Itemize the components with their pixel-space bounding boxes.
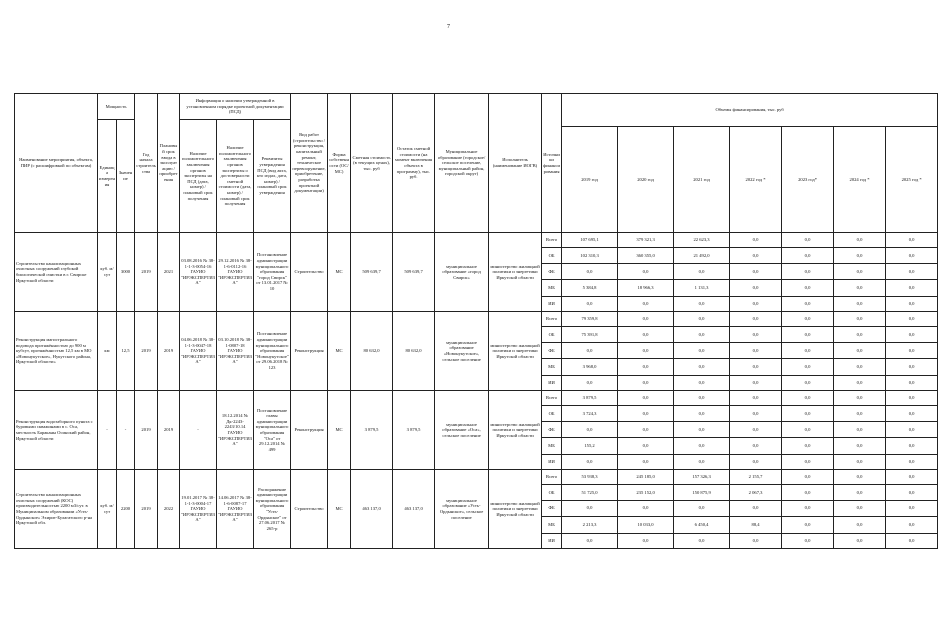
row-funding-value: 0,0 <box>562 296 618 311</box>
row-psd-estimate: 03.10.2018 № 38-1-0807-18 ГАУИО "ИРЭКСПЕРТИЗА" <box>217 312 254 391</box>
row-funding-value: 0,0 <box>730 359 782 376</box>
row-funding-value: 155,2 <box>562 438 618 455</box>
header-year: 2024 год * <box>834 126 886 232</box>
row-funding-value: 0,0 <box>886 485 938 500</box>
row-funding-value: 0,0 <box>562 375 618 390</box>
row-funding-value: 102 310,3 <box>562 248 618 263</box>
row-funding-value: 0,0 <box>782 421 834 438</box>
header-funding-volume: Объемы финансирования, тыс. руб <box>562 94 938 127</box>
row-funding-value: 0,0 <box>782 233 834 248</box>
row-funding-value: 3 879,5 <box>562 390 618 405</box>
row-funding-value: 0,0 <box>886 312 938 327</box>
row-ownership: МС <box>328 233 351 312</box>
row-source: ОБ <box>542 327 562 342</box>
row-funding-value: 0,0 <box>562 500 618 517</box>
row-funding-value: 0,0 <box>886 296 938 311</box>
row-funding-value: 22 623,3 <box>674 233 730 248</box>
row-funding-value: 3 724,3 <box>562 406 618 421</box>
row-funding-value: 0,0 <box>834 296 886 311</box>
row-funding-value: 0,0 <box>782 327 834 342</box>
row-funding-value: 0,0 <box>782 263 834 280</box>
row-funding-value: 10 033,0 <box>618 517 674 534</box>
row-funding-value: 0,0 <box>886 500 938 517</box>
table-body <box>15 233 938 549</box>
row-funding-value: 6 450,4 <box>674 517 730 534</box>
row-funding-value: 0,0 <box>618 390 674 405</box>
row-funding-value: 0,0 <box>562 342 618 359</box>
header-est-cost: Сметная стоимость (в текущих ценах), тыс. руб <box>351 94 393 233</box>
row-executor: министерство жилищной политики и энергетики Иркутской области <box>489 312 542 391</box>
row-funding-value: 0,0 <box>782 312 834 327</box>
row-psd-positive: 19.01.2017 № 38-1-1-3-0004-17 ГАУИО "ИРЭКСПЕРТИЗА" <box>180 469 217 548</box>
row-funding-value: 0,0 <box>618 533 674 548</box>
row-funding-value: 0,0 <box>674 296 730 311</box>
row-psd-estimate: 29.12.2016 № 38-1-6-0112-16 ГАУИО "ИРЭКСПЕРТИЗА" <box>217 233 254 312</box>
row-funding-value: 150 875,9 <box>674 485 730 500</box>
row-funding-value: 0,0 <box>618 500 674 517</box>
row-municipality: муниципальное образование «Новонукутское», сельское поселение <box>435 312 489 391</box>
row-source: ИИ <box>542 296 562 311</box>
row-source: МБ <box>542 438 562 455</box>
row-funding-value: 0,0 <box>834 280 886 297</box>
row-start-year: 2019 <box>135 312 158 391</box>
row-psd-requisites: Постановление администрации муниципального образования "Новонукутское" от 29.06.2018 № 123 <box>254 312 291 391</box>
row-est-cost: 509 639,7 <box>351 233 393 312</box>
row-funding-value: 0,0 <box>618 296 674 311</box>
row-funding-value: 0,0 <box>618 312 674 327</box>
row-funding-value: 0,0 <box>834 406 886 421</box>
row-source: Всего <box>542 312 562 327</box>
row-funding-value: 0,0 <box>782 438 834 455</box>
row-psd-positive: - <box>180 390 217 469</box>
row-funding-value: 0,0 <box>674 390 730 405</box>
row-funding-value: 0,0 <box>834 342 886 359</box>
header-sources: Источники финансирования <box>542 94 562 233</box>
row-est-cost: 3 879,5 <box>351 390 393 469</box>
row-funding-value: 0,0 <box>674 406 730 421</box>
row-ownership: МС <box>328 390 351 469</box>
row-start-year: 2019 <box>135 233 158 312</box>
row-funding-value: 0,0 <box>834 390 886 405</box>
row-executor: министерство жилищной политики и энергетики Иркутской области <box>489 390 542 469</box>
header-name: Наименование мероприятия, объекта, ПИР (с расшифровкой по объектам) <box>15 94 98 233</box>
row-funding-value: 79 359,8 <box>562 312 618 327</box>
row-plan-year: 2022 <box>158 469 180 548</box>
header-executor: Исполнитель (наименование ИОГВ) <box>489 94 542 233</box>
header-capacity: Мощность <box>98 94 135 120</box>
row-funding-value: 0,0 <box>618 406 674 421</box>
row-source: МБ <box>542 359 562 376</box>
row-funding-value: 0,0 <box>886 248 938 263</box>
row-funding-value: 0,0 <box>674 454 730 469</box>
row-unit: куб. м/сут <box>98 233 117 312</box>
row-funding-value: 0,0 <box>674 375 730 390</box>
row-executor: министерство жилищной политики и энергетики Иркутской области <box>489 469 542 548</box>
row-funding-value: 0,0 <box>618 327 674 342</box>
row-funding-value: 0,0 <box>834 312 886 327</box>
row-funding-value: 0,0 <box>674 312 730 327</box>
row-name: Строительство канализационных очистных сооружений (КОС) производительностью 2200 м3/сут. в Муниципальном образовании «Усть-Ордынское» Эхирит-Булагатского р-на Иркутской обл. <box>15 469 98 548</box>
header-year: 2022 год * <box>730 126 782 232</box>
row-funding-value: 75 391,8 <box>562 327 618 342</box>
row-psd-positive: 03.08.2016 № 38-1-1-3-0054-16 ГАУИО "ИРЭКСПЕРТИЗА" <box>180 233 217 312</box>
row-funding-value: 0,0 <box>618 421 674 438</box>
row-psd-estimate: 18.12.2014 № Дк-2243-2243/10.14 ГАУИО "ИРЭКСПЕРТИЗА" <box>217 390 254 469</box>
row-psd-requisites: Постановление главы администрации муниципального образования "Оса" от 29.12.2014 № 499 <box>254 390 291 469</box>
row-funding-value: 0,0 <box>834 500 886 517</box>
row-funding-value: 0,0 <box>782 359 834 376</box>
row-funding-value: 0,0 <box>618 375 674 390</box>
row-funding-value: 0,0 <box>562 263 618 280</box>
row-executor: министерство жилищной политики и энергетики Иркутской области <box>489 233 542 312</box>
row-funding-value: 0,0 <box>674 500 730 517</box>
header-start-year: Год начала строительства <box>135 94 158 233</box>
row-funding-value: 0,0 <box>886 438 938 455</box>
row-municipality: муниципальное образование «город Свирск» <box>435 233 489 312</box>
row-funding-value: 0,0 <box>730 342 782 359</box>
page-number: 7 <box>447 24 450 30</box>
row-funding-value: 3 968,0 <box>562 359 618 376</box>
row-name: Реконструкция водозаборного пункта с буровыми скважинами в с. Оса, местность Бараканы Осинский район, Иркутской области <box>15 390 98 469</box>
row-funding-value: 0,0 <box>730 406 782 421</box>
row-funding-value: 2 155,7 <box>730 469 782 484</box>
row-funding-value: 245 185,0 <box>618 469 674 484</box>
header-year: 2021 год <box>674 126 730 232</box>
row-funding-value: 0,0 <box>562 421 618 438</box>
row-funding-value: 0,0 <box>782 469 834 484</box>
header-psd-requisites: Реквизиты утверждения ПСД (вид акта, кто издал, дата, номер) / плановый срок утверждения <box>254 119 291 232</box>
funding-table <box>14 93 938 549</box>
row-remaining-cost: 463 137,0 <box>393 469 435 548</box>
row-funding-value: 0,0 <box>834 517 886 534</box>
row-source: ОБ <box>542 248 562 263</box>
row-funding-value: 0,0 <box>886 233 938 248</box>
row-funding-value: 0,0 <box>886 454 938 469</box>
row-funding-value: 0,0 <box>782 342 834 359</box>
row-funding-value: 0,0 <box>782 454 834 469</box>
row-funding-value: 0,0 <box>834 248 886 263</box>
row-funding-value: 88,4 <box>730 517 782 534</box>
row-funding-value: 0,0 <box>886 517 938 534</box>
row-funding-value: 0,0 <box>886 359 938 376</box>
row-psd-positive: 04.06.2018 № 38-1-1-3-0047-18 ГАУИО "ИРЭКСПЕРТИЗА" <box>180 312 217 391</box>
row-funding-value: 0,0 <box>782 517 834 534</box>
header-unit: Единица измерения <box>98 119 117 232</box>
row-funding-value: 0,0 <box>730 421 782 438</box>
row-name: Строительство канализационных очистных сооружений глубокой биологической очистки в г. Свирске Иркутской области <box>15 233 98 312</box>
row-funding-value: 0,0 <box>834 233 886 248</box>
row-funding-value: 0,0 <box>730 280 782 297</box>
row-funding-value: 0,0 <box>730 233 782 248</box>
row-funding-value: 0,0 <box>730 375 782 390</box>
row-plan-year: 2021 <box>158 233 180 312</box>
row-source: Всего <box>542 469 562 484</box>
row-funding-value: 5 384,8 <box>562 280 618 297</box>
row-funding-value: 0,0 <box>730 312 782 327</box>
table-row <box>15 312 938 327</box>
row-plan-year: 2019 <box>158 312 180 391</box>
row-value: 12,5 <box>117 312 135 391</box>
header-year: 2023 год* <box>782 126 834 232</box>
row-funding-value: 0,0 <box>886 469 938 484</box>
row-funding-value: 0,0 <box>834 263 886 280</box>
row-funding-value: 107 695,1 <box>562 233 618 248</box>
row-est-cost: 80 632,0 <box>351 312 393 391</box>
row-funding-value: 0,0 <box>834 533 886 548</box>
row-funding-value: 0,0 <box>562 533 618 548</box>
row-funding-value: 0,0 <box>674 438 730 455</box>
row-municipality: муниципальное образование «Усть-Ордынское», сельское поселение <box>435 469 489 548</box>
row-funding-value: 0,0 <box>782 248 834 263</box>
row-funding-value: 0,0 <box>782 390 834 405</box>
row-name: Реконструкция магистрального водовода протяжённостью до 900 м кубсут, протяжённостью 12,5 км в МО «Новонукутское», Нукутского района, Иркутской области» <box>15 312 98 391</box>
row-source: ИИ <box>542 454 562 469</box>
row-funding-value: 379 321,3 <box>618 233 674 248</box>
table-row <box>15 233 938 248</box>
row-source: ОБ <box>542 485 562 500</box>
row-funding-value: 0,0 <box>674 533 730 548</box>
row-funding-value: 0,0 <box>886 280 938 297</box>
header-remaining-cost: Остаток сметной стоимости (на момент включения объекта в программу), тыс. руб. <box>393 94 435 233</box>
row-unit: км <box>98 312 117 391</box>
row-funding-value: 0,0 <box>782 533 834 548</box>
row-source: ИИ <box>542 375 562 390</box>
row-funding-value: 0,0 <box>782 485 834 500</box>
row-source: МБ <box>542 280 562 297</box>
row-value: - <box>117 390 135 469</box>
row-source: ФБ <box>542 263 562 280</box>
row-funding-value: 53 938,3 <box>562 469 618 484</box>
header-plan-year: Плановый срок ввода в эксплуатацию / приобретения <box>158 94 180 233</box>
row-source: ФБ <box>542 500 562 517</box>
row-ownership: МС <box>328 312 351 391</box>
row-funding-value: 0,0 <box>834 421 886 438</box>
row-funding-value: 0,0 <box>730 248 782 263</box>
row-funding-value: 1 131,3 <box>674 280 730 297</box>
row-funding-value: 0,0 <box>834 438 886 455</box>
row-funding-value: 0,0 <box>834 469 886 484</box>
row-funding-value: 0,0 <box>618 438 674 455</box>
header-psd-group: Информация о наличии утвержденной в установленном порядке проектной документации (ПСД) <box>180 94 291 120</box>
row-funding-value: 18 966,3 <box>618 280 674 297</box>
row-funding-value: 0,0 <box>730 438 782 455</box>
row-start-year: 2019 <box>135 469 158 548</box>
row-funding-value: 0,0 <box>886 533 938 548</box>
header-work-type: Вид работ (строительство / реконструкция, капитальный ремонт, техническое перевооружение, приобретение, разработка проектной документации) <box>291 94 328 233</box>
row-funding-value: 0,0 <box>618 342 674 359</box>
row-source: Всего <box>542 390 562 405</box>
row-est-cost: 463 137,0 <box>351 469 393 548</box>
row-value: 2200 <box>117 469 135 548</box>
row-funding-value: 2 067,3 <box>730 485 782 500</box>
row-funding-value: 0,0 <box>886 375 938 390</box>
row-funding-value: 0,0 <box>730 454 782 469</box>
row-funding-value: 0,0 <box>562 454 618 469</box>
row-work-type: Реконструкция <box>291 312 328 391</box>
table-row <box>15 469 938 484</box>
row-funding-value: 0,0 <box>834 454 886 469</box>
row-funding-value: 0,0 <box>674 327 730 342</box>
row-funding-value: 0,0 <box>782 375 834 390</box>
header-row-1 <box>15 94 938 120</box>
row-funding-value: 157 326,3 <box>674 469 730 484</box>
row-funding-value: 0,0 <box>730 500 782 517</box>
row-funding-value: 2 213,3 <box>562 517 618 534</box>
row-funding-value: 0,0 <box>782 406 834 421</box>
row-funding-value: 0,0 <box>618 263 674 280</box>
row-funding-value: 51 725,0 <box>562 485 618 500</box>
row-source: ОБ <box>542 406 562 421</box>
row-unit: куб. м/сут <box>98 469 117 548</box>
row-municipality: муниципальное образование «Оса», сельское поселение <box>435 390 489 469</box>
row-funding-value: 0,0 <box>886 342 938 359</box>
row-source: ИИ <box>542 533 562 548</box>
header-psd-estimate: Наличие положительного заключения органов экспертизы о достоверности сметной стоимости (дата, номер) / плановый срок получения <box>217 119 254 232</box>
row-funding-value: 0,0 <box>886 390 938 405</box>
row-funding-value: 0,0 <box>730 263 782 280</box>
row-funding-value: 360 355,0 <box>618 248 674 263</box>
row-funding-value: 0,0 <box>834 485 886 500</box>
row-funding-value: 0,0 <box>730 533 782 548</box>
row-start-year: 2019 <box>135 390 158 469</box>
row-funding-value: 0,0 <box>782 296 834 311</box>
row-psd-estimate: 14.06.2017 № 38-1-6-0087-17 ГАУИО "ИРЭКСПЕРТИЗА" <box>217 469 254 548</box>
row-funding-value: 0,0 <box>674 342 730 359</box>
row-funding-value: 0,0 <box>618 359 674 376</box>
row-funding-value: 0,0 <box>674 359 730 376</box>
header-psd-positive: Наличие положительного заключения органов экспертизы на ПСД (дата, номер) / плановый срок получения <box>180 119 217 232</box>
row-funding-value: 0,0 <box>834 375 886 390</box>
row-source: ФБ <box>542 421 562 438</box>
row-funding-value: 0,0 <box>730 390 782 405</box>
row-funding-value: 0,0 <box>618 454 674 469</box>
row-remaining-cost: 3 879,5 <box>393 390 435 469</box>
row-psd-requisites: Распоряжение администрации муниципального образования "Усть-Ордынское" от 27.06.2017 № 265-р <box>254 469 291 548</box>
row-funding-value: 0,0 <box>674 263 730 280</box>
row-ownership: МС <box>328 469 351 548</box>
header-year: 2020 год <box>618 126 674 232</box>
row-source: Всего <box>542 233 562 248</box>
header-value: Значение <box>117 119 135 232</box>
row-funding-value: 0,0 <box>834 359 886 376</box>
header-municipality: Муниципальное образование (городское/сельское поселение, муниципальный район, городской округ) <box>435 94 489 233</box>
row-funding-value: 0,0 <box>782 500 834 517</box>
row-funding-value: 0,0 <box>886 327 938 342</box>
row-funding-value: 0,0 <box>674 421 730 438</box>
row-remaining-cost: 509 639,7 <box>393 233 435 312</box>
row-funding-value: 0,0 <box>730 296 782 311</box>
row-unit: - <box>98 390 117 469</box>
row-source: ФБ <box>542 342 562 359</box>
row-remaining-cost: 80 632,0 <box>393 312 435 391</box>
row-funding-value: 0,0 <box>834 327 886 342</box>
row-funding-value: 21 492,0 <box>674 248 730 263</box>
header-year: 2019 год <box>562 126 618 232</box>
row-work-type: Реконструкция <box>291 390 328 469</box>
row-funding-value: 0,0 <box>886 421 938 438</box>
row-funding-value: 0,0 <box>782 280 834 297</box>
row-work-type: Строительство <box>291 233 328 312</box>
row-source: МБ <box>542 517 562 534</box>
row-funding-value: 0,0 <box>886 406 938 421</box>
header-ownership: Форма собственности (ОС/МС) <box>328 94 351 233</box>
row-funding-value: 235 152,0 <box>618 485 674 500</box>
row-funding-value: 0,0 <box>886 263 938 280</box>
row-value: 3000 <box>117 233 135 312</box>
table-row <box>15 390 938 405</box>
row-plan-year: 2019 <box>158 390 180 469</box>
row-funding-value: 0,0 <box>730 327 782 342</box>
header-year: 2025 год * <box>886 126 938 232</box>
row-psd-requisites: Постановление администрации муниципального образования "город Свирск" от 13.01.2017 № 10 <box>254 233 291 312</box>
row-work-type: Строительство <box>291 469 328 548</box>
